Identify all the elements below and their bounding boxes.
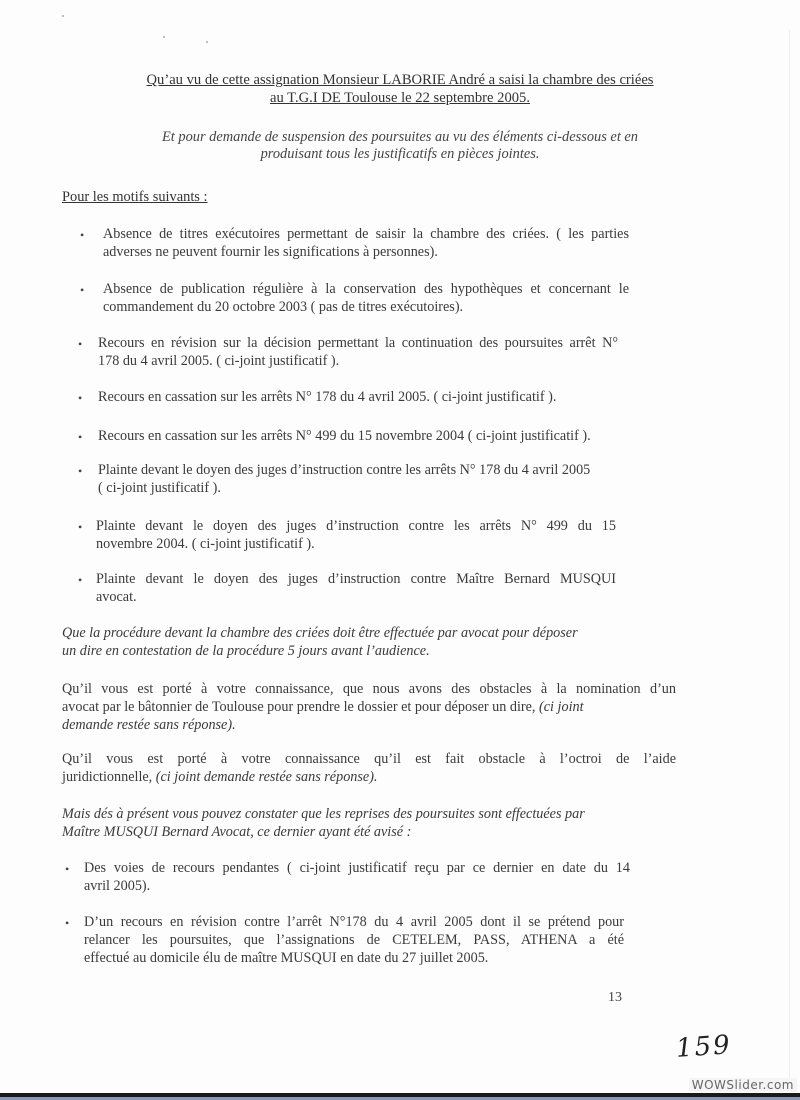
- bullet-icon: •: [78, 430, 83, 444]
- section-heading: Pour les motifs suivants :: [62, 189, 208, 205]
- avis-line: effectué au domicile élu de maître MUSQUI en date du 27 juillet 2005.: [84, 950, 489, 966]
- motif-line: Recours en cassation sur les arrêts N° 178 du 4 avril 2005. ( ci-joint justificatif ).: [98, 389, 557, 405]
- paragraph-line: Maître MUSQUI Bernard Avocat, ce dernier ayant été avisé :: [62, 824, 412, 840]
- handwritten-number: 159: [675, 1030, 733, 1064]
- motif-line: Plainte devant le doyen des juges d’instruction contre les arrêts N° 178 du 4 avril 2005: [98, 462, 591, 478]
- motif-line: Recours en cassation sur les arrêts N° 499 du 15 novembre 2004 ( ci-joint justificatif ).: [98, 428, 591, 444]
- bullet-icon: •: [78, 573, 83, 587]
- paragraph-line: demande restée sans réponse).: [62, 717, 236, 733]
- subtitle-line-2: produisant tous les justificatifs en pièces jointes.: [260, 146, 540, 162]
- paragraph-line: Qu’il vous est porté à votre connaissance, que nous avons des obstacles à la nomination d’un: [62, 681, 676, 697]
- motif-line: ( ci-joint justificatif ).: [98, 480, 221, 496]
- paragraph-text: juridictionnelle,: [62, 769, 153, 785]
- motif-line: 178 du 4 avril 2005. ( ci-joint justificatif ).: [98, 353, 340, 369]
- paragraph-line: [62, 768, 377, 787]
- bullet-icon: •: [65, 916, 70, 930]
- watermark-link[interactable]: WOWSlider.com: [689, 1078, 797, 1092]
- title-line-2: au T.G.I DE Toulouse le 22 septembre 2005.: [270, 90, 530, 106]
- paragraph-note: (ci joint demande restée sans réponse).: [155, 769, 378, 785]
- paragraph-note: (ci joint: [539, 699, 584, 715]
- bullet-icon: •: [80, 228, 85, 242]
- motif-line: Plainte devant le doyen des juges d’instruction contre Maître Bernard MUSQUI: [96, 571, 616, 587]
- bullet-icon: •: [78, 337, 83, 351]
- paragraph-line: [62, 698, 584, 717]
- motif-line: Recours en révision sur la décision permettant la continuation des poursuites arrêt N°: [98, 335, 618, 351]
- motif-line: avocat.: [96, 589, 137, 605]
- avis-line: relancer les poursuites, que l’assignations de CETELEM, PASS, ATHENA a été: [84, 932, 624, 948]
- title-line-1: Qu’au vu de cette assignation Monsieur LABORIE André a saisi la chambre des criées: [146, 72, 654, 88]
- bullet-icon: •: [78, 464, 83, 478]
- page-number: 13: [608, 990, 622, 1005]
- subtitle-line-1: Et pour demande de suspension des poursuites au vu des éléments ci-dessous et en: [161, 129, 638, 145]
- bullet-icon: •: [78, 391, 83, 405]
- scan-speck: [206, 41, 208, 43]
- avis-line: D’un recours en révision contre l’arrêt N°178 du 4 avril 2005 dont il se prétend pour: [84, 914, 624, 930]
- motif-line: commandement du 20 octobre 2003 ( pas de titres exécutoires).: [103, 299, 464, 315]
- scan-speck: [163, 36, 165, 38]
- paragraph-line: Que la procédure devant la chambre des criées doit être effectuée par avocat pour déposer: [62, 625, 578, 641]
- avis-line: avril 2005).: [84, 878, 151, 894]
- bullet-icon: •: [65, 862, 70, 876]
- page-edge: [789, 30, 790, 1080]
- motif-line: Absence de titres exécutoires permettant de saisir la chambre des criées. ( les parties: [103, 226, 629, 242]
- avis-line: Des voies de recours pendantes ( ci-joint justificatif reçu par ce dernier en date du 14: [84, 860, 630, 876]
- paragraph-line: un dire en contestation de la procédure 5 jours avant l’audience.: [62, 643, 430, 659]
- motif-line: adverses ne peuvent fournir les significations à personnes).: [103, 244, 438, 260]
- bullet-icon: •: [80, 283, 85, 297]
- paragraph-line: Mais dés à présent vous pouvez constater que les reprises des poursuites sont effectuées par: [62, 806, 585, 822]
- paragraph-line: Qu’il vous est porté à votre connaissance qu’il est fait obstacle à l’octroi de l’aide: [62, 751, 676, 767]
- motif-line: novembre 2004. ( ci-joint justificatif ).: [96, 536, 315, 552]
- paragraph-text: avocat par le bâtonnier de Toulouse pour prendre le dossier et pour déposer un dire,: [62, 699, 536, 715]
- motif-line: Plainte devant le doyen des juges d’instruction contre les arrêts N° 499 du 15: [96, 518, 616, 534]
- motif-line: Absence de publication régulière à la conservation des hypothèques et concernant le: [103, 281, 629, 297]
- bullet-icon: •: [78, 520, 83, 534]
- scan-speck: [62, 15, 64, 17]
